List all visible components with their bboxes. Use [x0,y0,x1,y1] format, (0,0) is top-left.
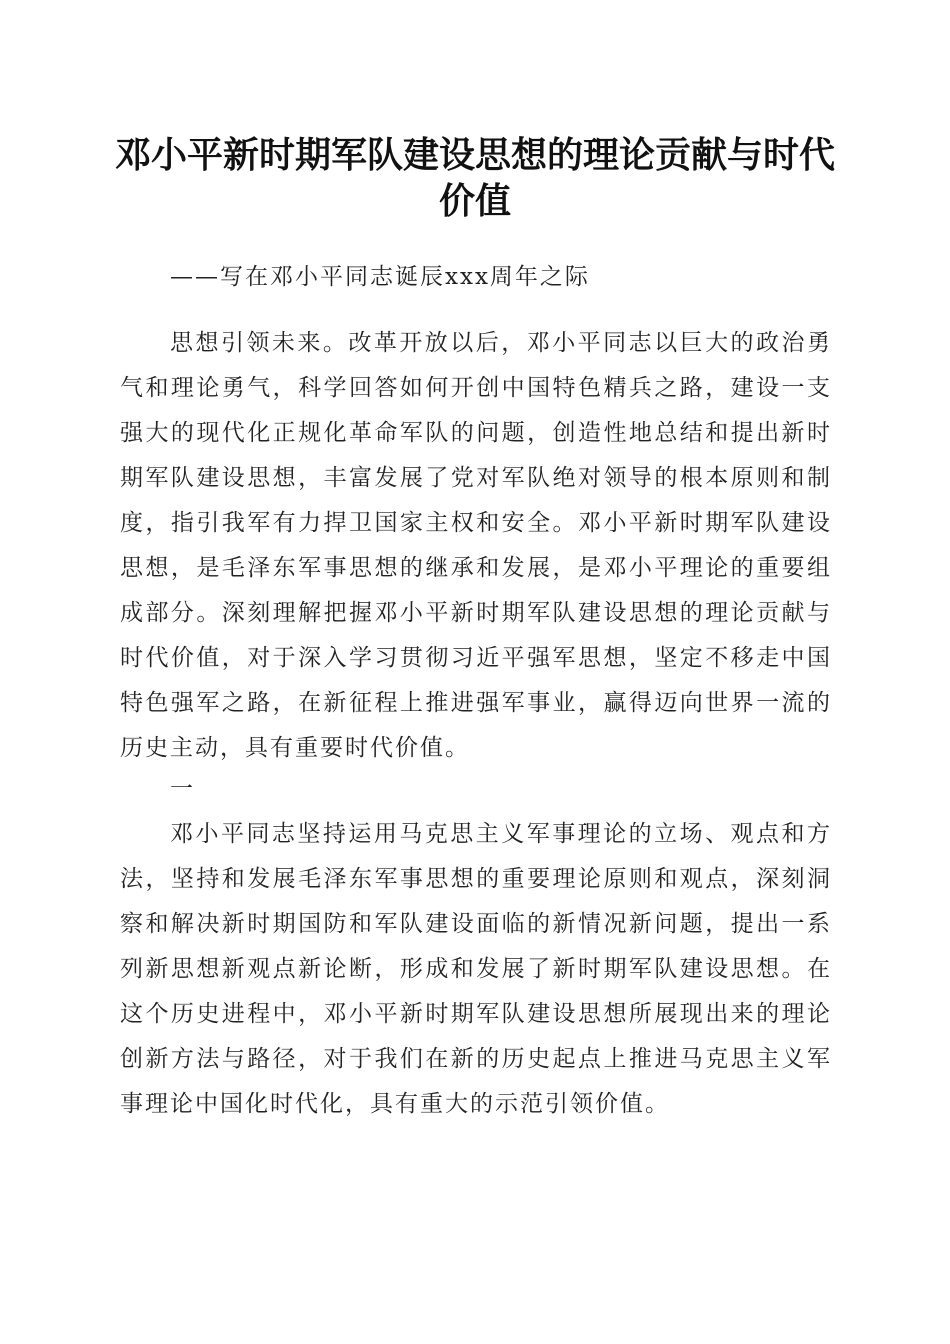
section-heading-one: 一 [170,776,195,802]
document-subtitle: ——写在邓小平同志诞辰xxx周年之际 [170,264,590,290]
paragraph-section-one: 邓小平同志坚持运用马克思主义军事理论的立场、观点和方法，坚持和发展毛泽东军事思想的重要理论原则和观点，深刻洞察和解决新时期国防和军队建设面临的新情况新问题，提出一系列新思想新观点新论断，形成和发展了新时期军队建设思想。在这个历史进程中，邓小平新时期军队建设思想所展现出来的理论创新方法与路径，对于我们在新的历史起点上推进马克思主义军事理论中国化时代化，具有重大的示范引领价值。 [120,821,832,1117]
paragraph-intro: 思想引领未来。改革开放以后，邓小平同志以巨大的政治勇气和理论勇气，科学回答如何开创中国特色精兵之路，建设一支强大的现代化正规化革命军队的问题，创造性地总结和提出新时期军队建设思想，丰富发展了党对军队绝对领导的根本原则和制度，指引我军有力捍卫国家主权和安全。邓小平新时期军队建设思想，是毛泽东军事思想的继承和发展，是邓小平理论的重要组成部分。深刻理解把握邓小平新时期军队建设思想的理论贡献与时代价值，对于深入学习贯彻习近平强军思想，坚定不移走中国特色强军之路，在新征程上推进强军事业，赢得迈向世界一流的历史主动，具有重要时代价值。 [120,330,832,761]
document-title: 邓小平新时期军队建设思想的理论贡献与时代价值 [114,134,835,222]
